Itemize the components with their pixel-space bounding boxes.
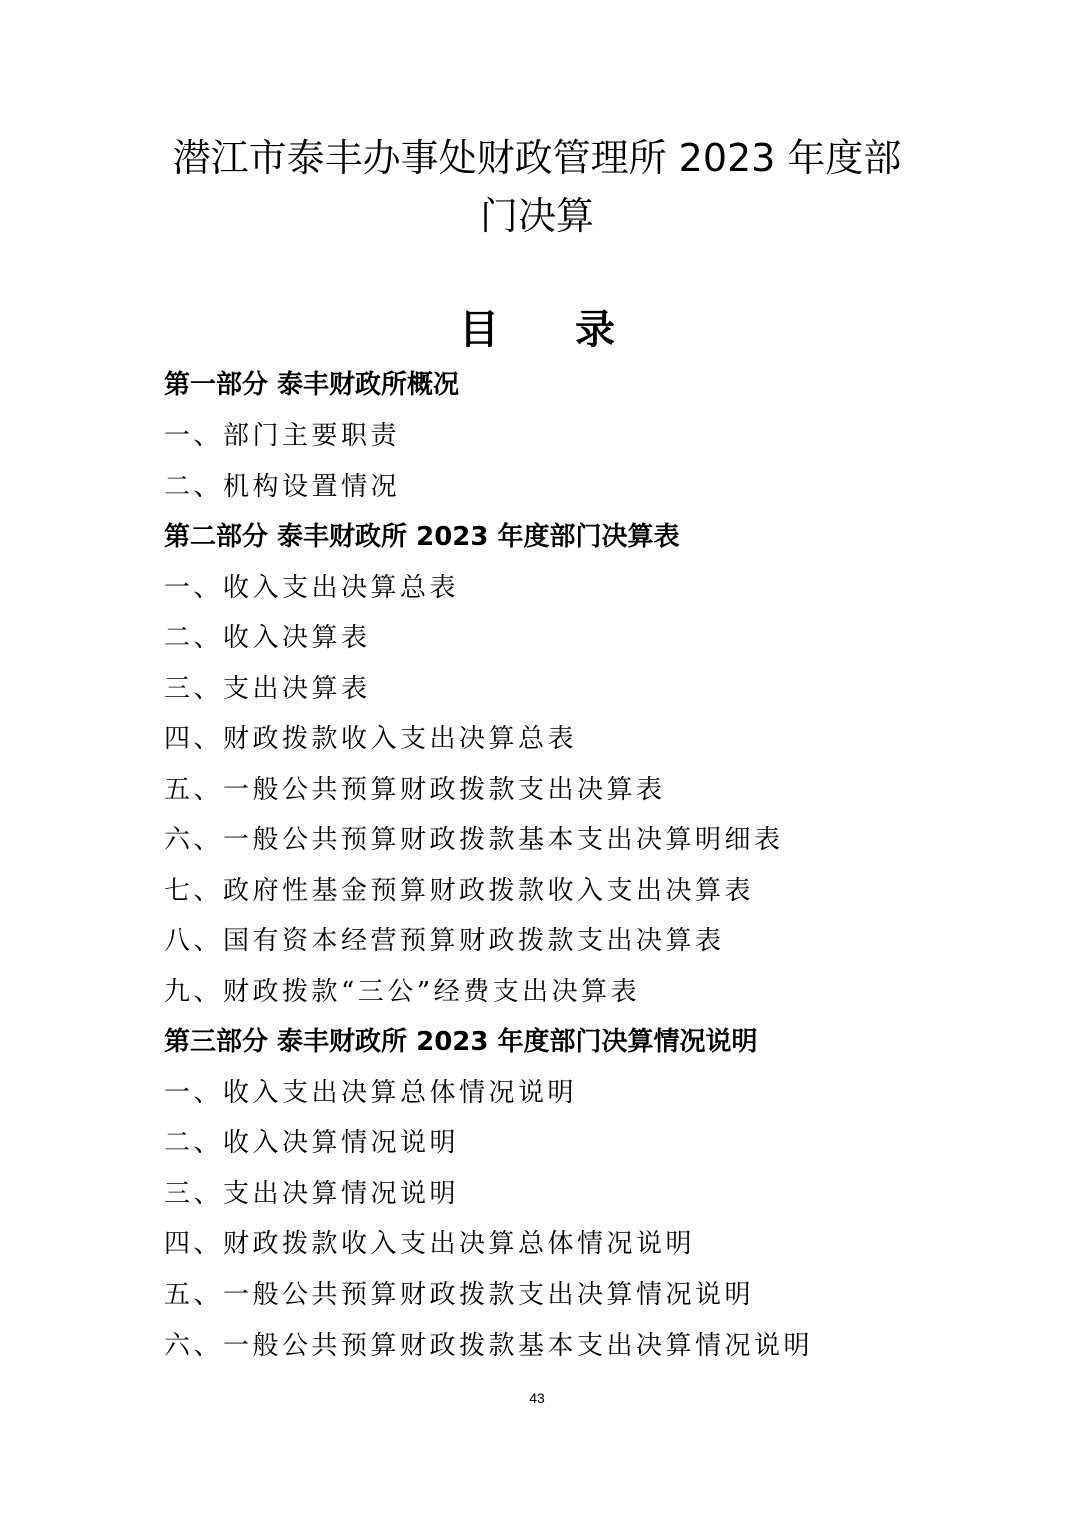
document-title-line-2: 门决算 xyxy=(479,194,594,238)
toc-item: 四、财政拨款收入支出决算总表 xyxy=(164,724,578,754)
toc-item: 四、财政拨款收入支出决算总体情况说明 xyxy=(164,1229,696,1259)
toc-heading: 目录 xyxy=(459,307,691,353)
toc-item: 二、收入决算表 xyxy=(164,623,371,653)
toc-item: 一、收入支出决算总体情况说明 xyxy=(164,1078,578,1108)
toc-item: 五、一般公共预算财政拨款支出决算表 xyxy=(164,775,666,805)
toc-item: 二、机构设置情况 xyxy=(164,472,401,502)
toc-item: 三、支出决算表 xyxy=(164,674,371,704)
toc-item: 五、一般公共预算财政拨款支出决算情况说明 xyxy=(164,1280,755,1310)
document-title-line-1: 潜江市泰丰办事处财政管理所 2023 年度部 xyxy=(172,136,902,180)
toc-item: 一、收入支出决算总表 xyxy=(164,573,460,603)
page-number: 43 xyxy=(529,1390,545,1406)
toc-item: 二、收入决算情况说明 xyxy=(164,1128,460,1158)
toc-item: 六、一般公共预算财政拨款基本支出决算情况说明 xyxy=(164,1331,814,1361)
toc-part-2-title: 第二部分 泰丰财政所 2023 年度部门决算表 xyxy=(164,522,680,552)
toc-part-1-title: 第一部分 泰丰财政所概况 xyxy=(164,370,460,400)
toc-item: 三、支出决算情况说明 xyxy=(164,1179,460,1209)
toc-item: 一、部门主要职责 xyxy=(164,421,401,451)
toc-item: 九、财政拨款“三公”经费支出决算表 xyxy=(164,977,641,1007)
toc-part-3-title: 第三部分 泰丰财政所 2023 年度部门决算情况说明 xyxy=(164,1027,758,1057)
toc-item: 六、一般公共预算财政拨款基本支出决算明细表 xyxy=(164,825,784,855)
toc-item: 七、政府性基金预算财政拨款收入支出决算表 xyxy=(164,876,755,906)
toc-item: 八、国有资本经营预算财政拨款支出决算表 xyxy=(164,926,725,956)
